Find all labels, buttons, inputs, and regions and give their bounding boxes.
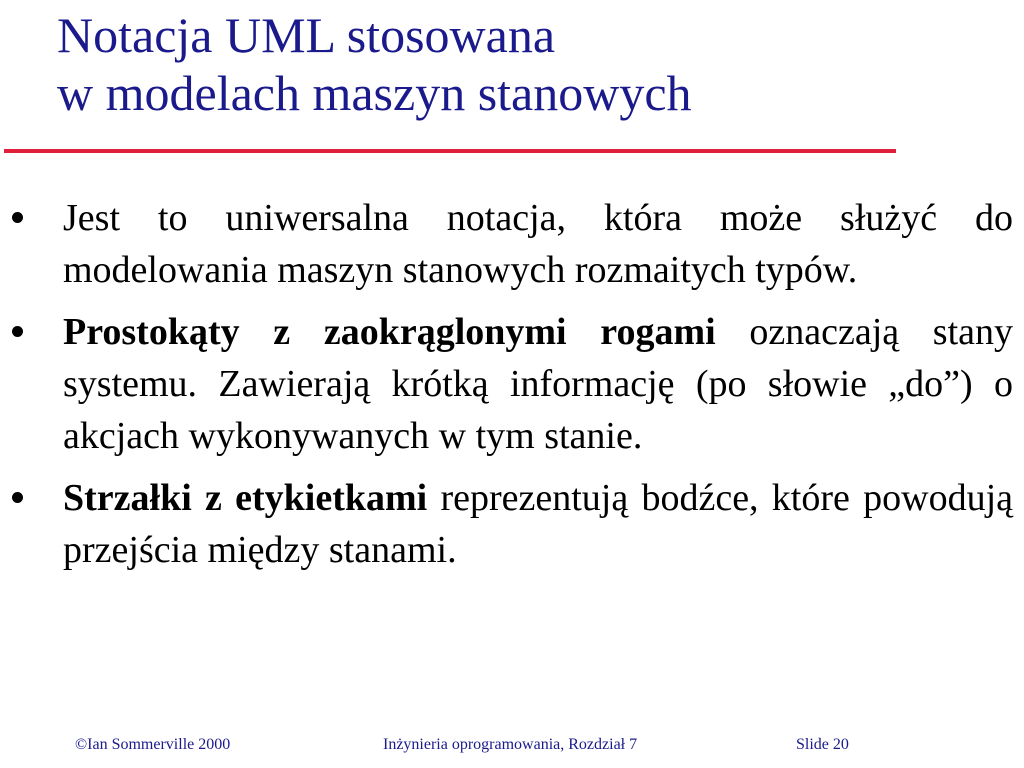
bullet-dot-icon [12,492,23,503]
bullet-bold-text: Prostokąty z zaokrąglonymi rogami [63,311,716,353]
slide-footer [0,736,1024,760]
bullet-bold-text: Strzałki z etykietkami [63,477,428,519]
bullet-text: reprezentują bodźce, które powodują przejścia między stanami. [63,477,1013,571]
bullet-item [63,192,1013,296]
title-underline-rule [4,149,896,153]
footer-slide-number: Slide 20 [796,736,849,753]
bullet-dot-icon [12,326,23,337]
bullet-list [0,192,1024,586]
footer-copyright: ©Ian Sommerville 2000 [75,736,231,753]
bullet-item [63,472,1013,576]
slide-title [57,6,957,122]
slide-title-line-1: Notacja UML stosowana [57,7,556,63]
bullet-text: oznaczają stany systemu. Zawierają krótką informację (po słowie „do”) o akcjach wykonywanych w tym stanie. [63,311,1014,457]
footer-course-title: Inżynieria oprogramowania, Rozdział 7 [383,736,638,753]
bullet-item [63,306,1013,462]
bullet-text: Jest to uniwersalna notacja, która może służyć do modelowania maszyn stanowych rozmaitych typów. [63,197,1013,291]
bullet-dot-icon [12,212,23,223]
slide-title-line-2: w modelach maszyn stanowych [57,65,692,121]
